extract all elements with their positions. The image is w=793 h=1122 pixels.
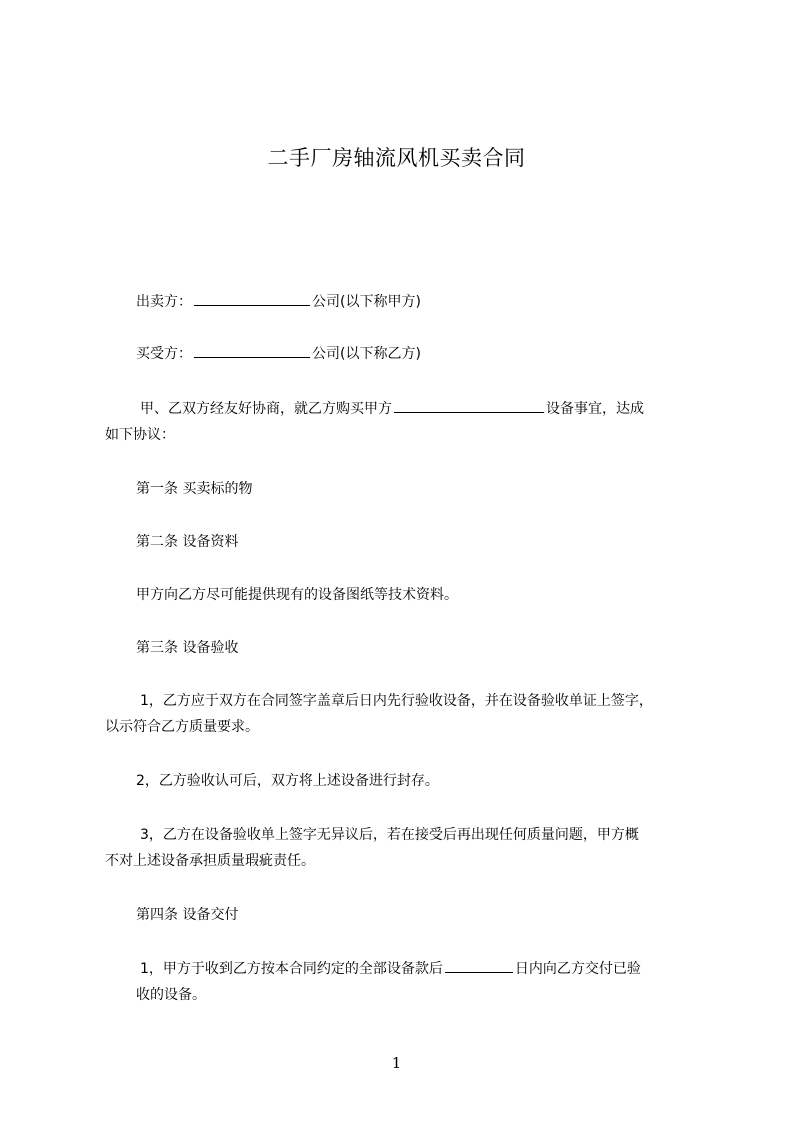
document-title: 二手厂房轴流风机买卖合同	[267, 146, 526, 170]
article3-heading: 第三条 设备验收	[136, 640, 239, 656]
seller-label: 出卖方：	[136, 294, 192, 310]
intro-line-1	[140, 397, 644, 421]
page-number: 1	[391, 1054, 402, 1072]
intro-line-2: 如下协议：	[105, 427, 175, 443]
intro-text-1: 甲、乙双方经友好协商，就乙方购买甲方	[140, 401, 392, 417]
seller-blank	[194, 292, 310, 306]
article4-item1-line2: 收的设备。	[136, 987, 206, 1003]
seller-suffix: 公司(以下称甲方)	[312, 294, 421, 310]
article3-item1-line2: 以示符合乙方质量要求。	[105, 719, 259, 735]
article1-heading: 第一条 买卖标的物	[136, 481, 253, 497]
seller-line	[136, 290, 421, 314]
article4-item1-text-1: 1，甲方于收到乙方按本合同约定的全部设备款后	[140, 961, 443, 977]
buyer-suffix: 公司(以下称乙方)	[312, 346, 421, 362]
buyer-line	[136, 342, 421, 366]
article4-item1-text-2: 日内向乙方交付已验	[514, 961, 641, 977]
article3-item2: 2，乙方验收认可后，双方将上述设备进行封存。	[136, 773, 439, 789]
intro-blank	[394, 399, 544, 413]
article3-item1-line1: 1，乙方应于双方在合同签字盖章后日内先行验收设备，并在设备验收单证上签字，	[140, 693, 653, 709]
article4-heading: 第四条 设备交付	[136, 907, 239, 923]
buyer-blank	[194, 344, 310, 358]
article3-item3-line1: 3，乙方在设备验收单上签字无异议后，若在接受后再出现任何质量问题，甲方概	[140, 827, 639, 843]
article2-text: 甲方向乙方尽可能提供现有的设备图纸等技术资料。	[136, 587, 458, 603]
intro-text-2: 设备事宜，达成	[546, 401, 644, 417]
article4-item1-line1	[140, 957, 641, 981]
buyer-label: 买受方：	[136, 346, 192, 362]
article3-item3-line2: 不对上述设备承担质量瑕疵责任。	[105, 853, 315, 869]
article2-heading: 第二条 设备资料	[136, 534, 239, 550]
article4-item1-blank	[445, 959, 513, 973]
